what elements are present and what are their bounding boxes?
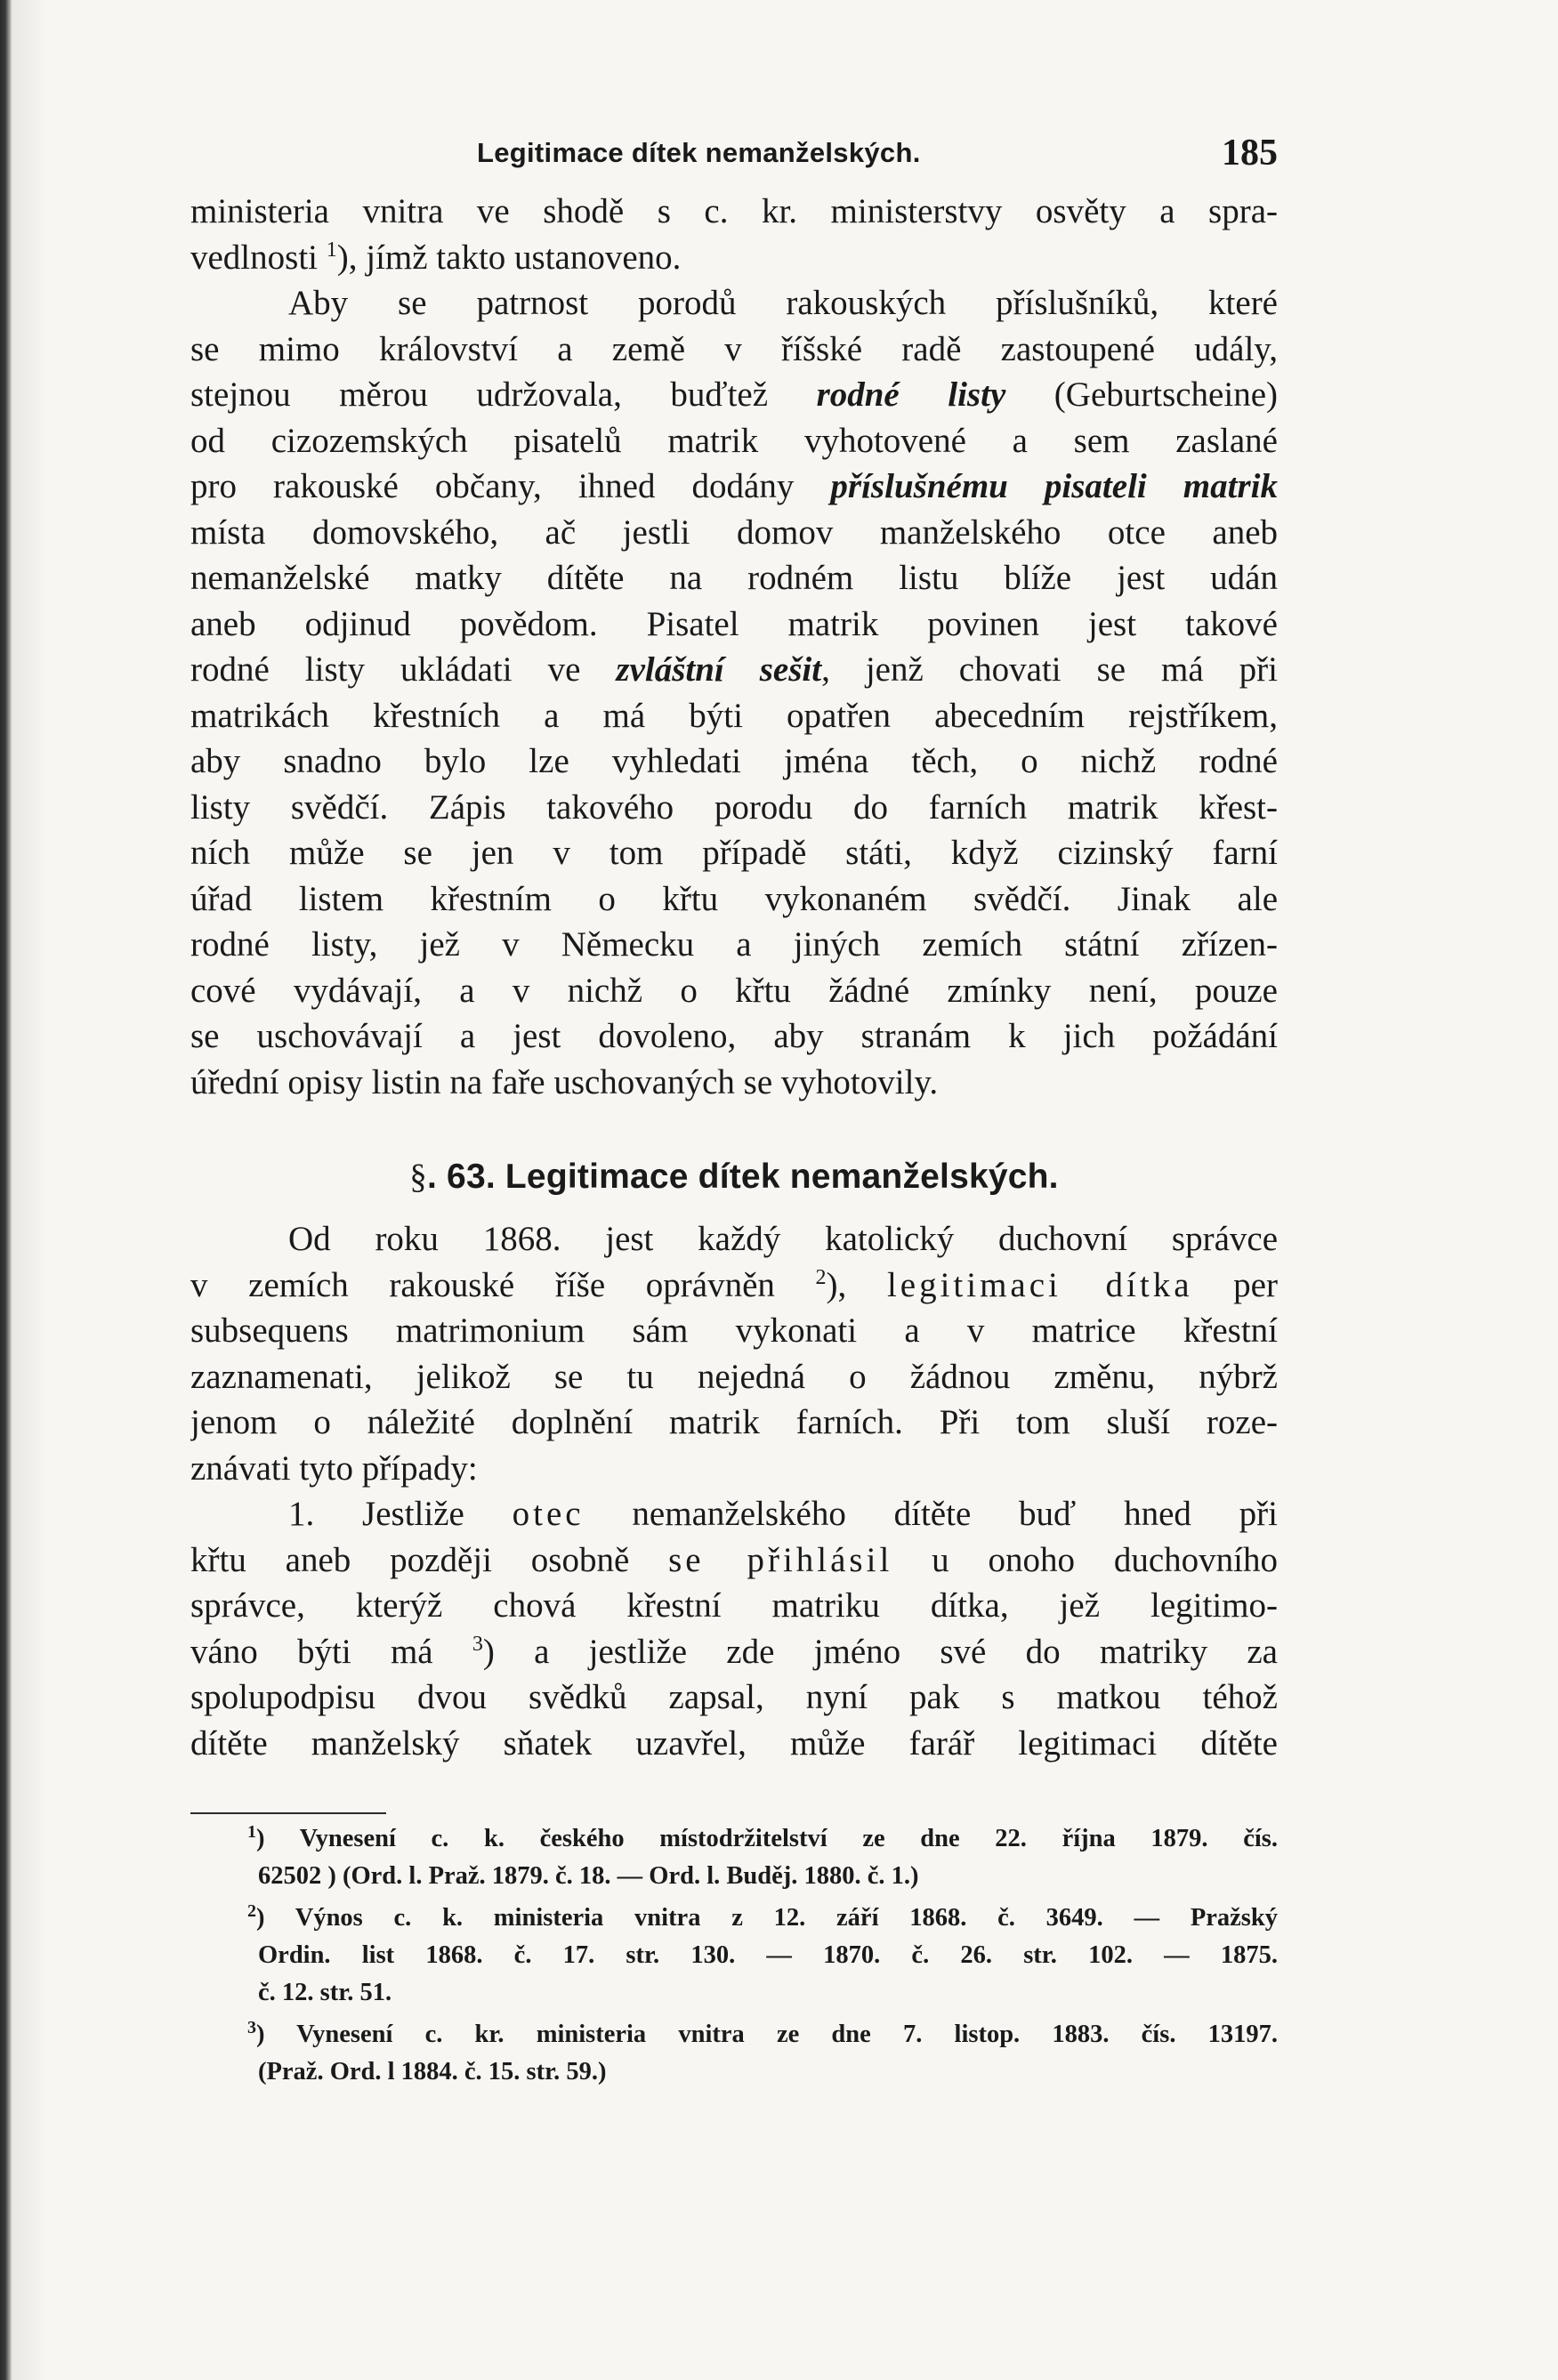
text-line: matrikách křestních a má býti opatřen abecedním rejstříkem, xyxy=(190,696,1278,735)
emphasis: rodné listy xyxy=(816,375,1006,414)
footnote-ref: 3 xyxy=(472,1632,483,1656)
binding-shadow xyxy=(12,0,48,2380)
text-line: místa domovského, ač jestli domov manželského otce aneb xyxy=(190,512,1278,552)
footnote-mark: 3 xyxy=(247,2018,256,2037)
text-line: se uschovávají a jest dovoleno, aby stranám k jich požádání xyxy=(190,1017,1278,1055)
text-line: ministeria vnitra ve shodě s c. kr. ministerstvy osvěty a spra- xyxy=(190,192,1278,230)
section-heading xyxy=(190,1157,1278,1197)
text-line: vedlnosti $^1$), jímž takto ustanoveno. xyxy=(190,238,682,277)
text-line: znávati tyto případy: xyxy=(190,1448,478,1488)
text-line: listy svědčí. Zápis takového porodu do farních matrik křest- xyxy=(190,787,1278,827)
text-line: úřední opisy listin na faře uschovaných se vyhotovily. xyxy=(190,1062,939,1101)
text-line: dítěte manželský sňatek uzavřel, může farář legitimaci dítěte xyxy=(190,1723,1278,1763)
text-line: aby snadno bylo lze vyhledati jména těch, o nichž rodné xyxy=(190,742,1278,780)
text-line: pro rakouské občany, ihned dodány příslušnému pisateli matrik xyxy=(190,467,1278,505)
text-line: jenom o náležité doplnění matrik farních. Při tom sluší roze- xyxy=(190,1403,1278,1441)
text-line: aneb odjinud povědom. Pisatel matrik povinen jest takové xyxy=(190,604,1278,643)
text-line: subsequens matrimonium sám vykonati a v matrice křestní xyxy=(190,1311,1278,1350)
main-text xyxy=(190,189,1278,1766)
text-line: Aby se patrnost porodů rakouských příslušníků, které xyxy=(288,284,1278,322)
running-title: Legitimace dítek nemanželských. xyxy=(477,137,921,168)
footnote-ref: 2 xyxy=(815,1265,827,1289)
text-line: ních může se jen v tom případě státi, když cizinský farní xyxy=(190,834,1278,872)
text-line: v zemích rakouské říše oprávněn $^2$), legitimaci dítka per xyxy=(190,1265,1278,1304)
emphasis: zvláštní sešit xyxy=(616,650,822,689)
text-line: Od roku 1868. jest každý katolický duchovní správce xyxy=(288,1220,1278,1258)
footnote-ref: 1 xyxy=(326,238,337,262)
text-line: se mimo království a země v říšské radě zastoupené udály, xyxy=(190,329,1278,368)
section-symbol: § xyxy=(409,1158,427,1196)
page-number: 185 xyxy=(1222,133,1278,173)
footnote-line: (Praž. Ord. l 1884. č. 15. str. 59.) xyxy=(258,2058,607,2086)
footnote-line: č. 12. str. 51. xyxy=(258,1979,392,2006)
section-title: . 63. Legitimace dítek nemanželských. xyxy=(426,1158,1059,1196)
footnote-3 xyxy=(247,2016,1278,2091)
footnote-line: 62502 ) (Ord. l. Praž. 1879. č. 18. — Ord. l. Buděj. 1880. č. 1.) xyxy=(258,1862,919,1890)
text-line: váno býti má $^3$) a jestliže zde jméno své do matriky za xyxy=(190,1632,1278,1671)
text-line: spolupodpisu dvou svědků zapsal, nyní pak s matkou téhož xyxy=(190,1678,1278,1716)
text-line: rodné listy, jež v Německu a jiných zemích státní zřízen- xyxy=(190,925,1278,964)
text-line: správce, kterýž chová křestní matriku dítka, jež legitimo- xyxy=(190,1586,1278,1625)
footnote-line: $^3$) Vynesení c. kr. ministeria vnitra ze dne 7. listop. 1883. čís. 13197. xyxy=(247,2018,1278,2048)
footnote-mark: 1 xyxy=(247,1822,256,1842)
footnote-line: $^1$) Vynesení c. k. českého místodržitelství ze dne 22. října 1879. čís. xyxy=(247,1822,1278,1852)
spaced-emphasis: legitimaci dítka xyxy=(886,1265,1193,1304)
text-line: stejnou měrou udržovala, buďtež rodné listy (Geburtscheine) xyxy=(190,375,1278,414)
text-line: cové vydávají, a v nichž o křtu žádné zmínky není, pouze xyxy=(190,971,1278,1010)
footnote-divider xyxy=(190,1812,386,1814)
spaced-emphasis: se přihlásil xyxy=(668,1540,893,1579)
page-header xyxy=(190,132,1278,185)
text-line: křtu aneb později osobně se přihlásil u onoho duchovního xyxy=(190,1540,1278,1579)
text-line: nemanželské matky dítěte na rodném listu blíže jest udán xyxy=(190,559,1278,597)
emphasis: příslušnému pisateli matrik xyxy=(830,467,1278,505)
text-line: 1. Jestliže otec nemanželského dítěte buď hned při xyxy=(288,1495,1278,1533)
text-line: rodné listy ukládati ve zvláštní sešit, jenž chovati se má při xyxy=(190,650,1278,689)
footnote-line: Ordin. list 1868. č. 17. str. 130. — 1870. č. 26. str. 102. — 1875. xyxy=(258,1941,1278,1969)
footnote-1 xyxy=(247,1820,1278,1895)
footnotes xyxy=(247,1820,1278,2095)
text-line: úřad listem křestním o křtu vykonaném svědčí. Jinak ale xyxy=(190,879,1278,918)
binding-edge xyxy=(0,0,12,2380)
text-line: zaznamenati, jelikož se tu nejedná o žádnou změnu, nýbrž xyxy=(190,1357,1278,1396)
footnote-2 xyxy=(247,1900,1278,2012)
spaced-emphasis: otec xyxy=(512,1495,585,1533)
text-line: od cizozemských pisatelů matrik vyhotovené a sem zaslané xyxy=(190,421,1278,460)
footnote-mark: 2 xyxy=(247,1901,256,1921)
footnote-line: $^2$) Výnos c. k. ministeria vnitra z 12. září 1868. č. 3649. — Pražský xyxy=(247,1901,1278,1932)
